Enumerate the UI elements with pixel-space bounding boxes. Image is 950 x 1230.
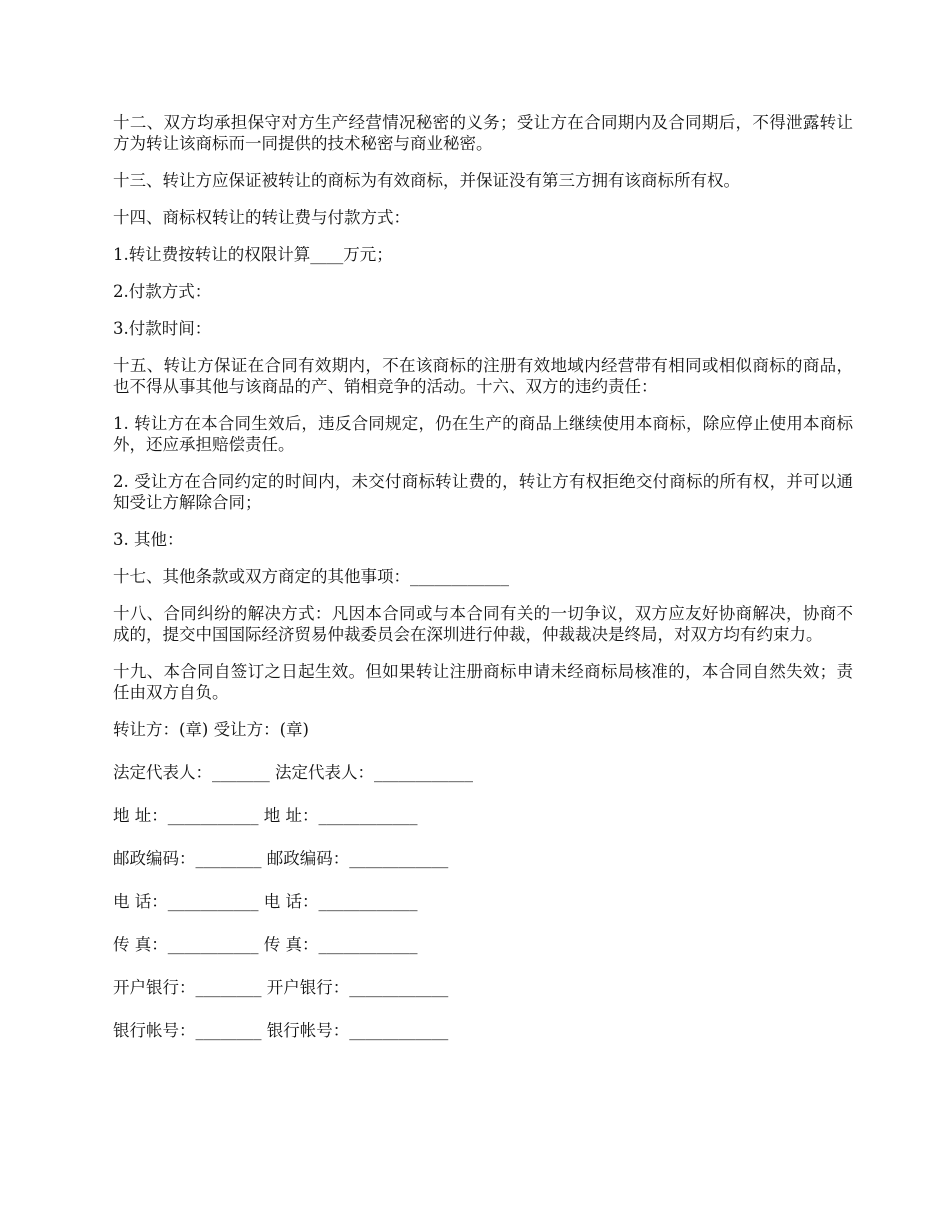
clause-16-item-2: 2. 受让方在合同约定的时间内，未交付商标转让费的，转让方有权拒绝交付商标的所有权，并可以通知受让方解除合同； [113,472,853,512]
contract-body [113,112,853,1063]
signature-legal-rep: 法定代表人：_______ 法定代表人：____________ [113,763,473,782]
clause-18: 十八、合同纠纷的解决方式：凡因本合同或与本合同有关的一切争议，双方应友好协商解决，协商不成的，提交中国国际经济贸易仲裁委员会在深圳进行仲裁，仲裁裁决是终局，对双方均有约束力。 [113,604,853,644]
clause-15-16: 十五、转让方保证在合同有效期内，不在该商标的注册有效地域内经营带有相同或相似商标的商品，也不得从事其他与该商品的产、销相竞争的活动。十六、双方的违约责任： [113,356,853,396]
clause-16-item-3: 3. 其他： [113,530,184,549]
clause-14-item-2: 2.付款方式： [113,282,212,301]
signature-parties: 转让方：(章) 受让方：(章) [113,720,309,739]
clause-14: 十四、商标权转让的转让费与付款方式： [113,208,410,227]
signature-fax: 传 真：___________ 传 真：____________ [113,935,418,954]
clause-14-item-3: 3.付款时间： [113,319,212,338]
clause-19: 十九、本合同自签订之日起生效。但如果转让注册商标申请未经商标局核准的，本合同自然失效；责任由双方自负。 [113,662,853,702]
signature-phone: 电 话：___________ 电 话：____________ [113,892,418,911]
signature-bank: 开户银行：________ 开户银行：____________ [113,978,449,997]
clause-14-item-1: 1.转让费按转让的权限计算____万元； [113,245,393,264]
clause-17: 十七、其他条款或双方商定的其他事项：____________ [113,567,509,586]
signature-postcode: 邮政编码：________ 邮政编码：____________ [113,849,449,868]
signature-address: 地 址：___________ 地 址：____________ [113,806,418,825]
clause-12: 十二、双方均承担保守对方生产经营情况秘密的义务；受让方在合同期内及合同期后，不得泄露转让方为转让该商标而一同提供的技术秘密与商业秘密。 [113,113,853,153]
clause-13: 十三、转让方应保证被转让的商标为有效商标，并保证没有第三方拥有该商标所有权。 [113,171,740,190]
signature-account: 银行帐号：________ 银行帐号：____________ [113,1021,449,1040]
clause-16-item-1: 1. 转让方在本合同生效后，违反合同规定，仍在生产的商品上继续使用本商标，除应停止使用本商标外，还应承担赔偿责任。 [113,414,853,454]
